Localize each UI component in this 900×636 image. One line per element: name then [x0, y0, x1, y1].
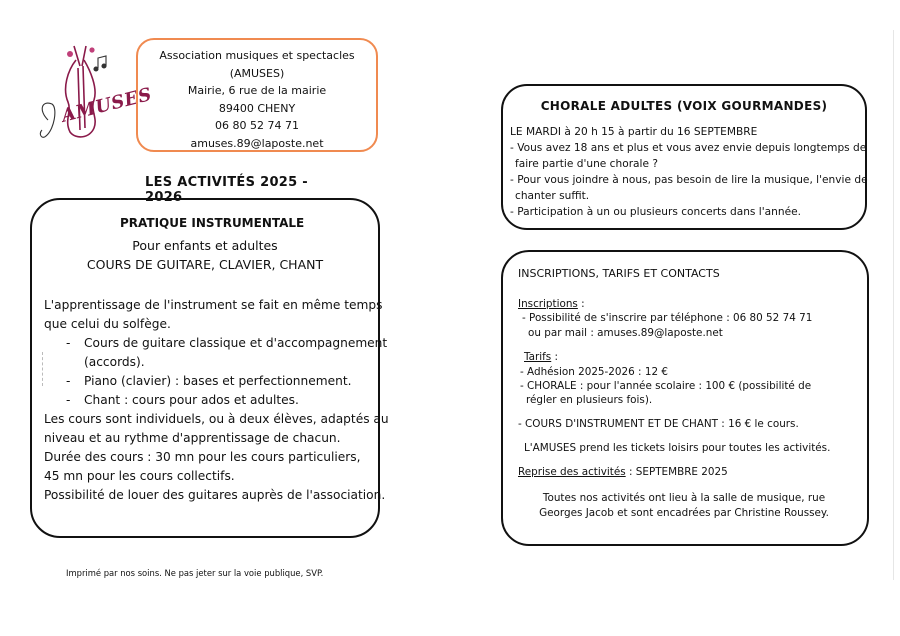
bullet-dash: - — [66, 374, 71, 388]
page-edge-divider — [893, 30, 894, 580]
contact-line: amuses.89@laposte.net — [190, 136, 324, 150]
chorale-line: - Participation à un ou plusieurs concerts dans l'année. — [510, 206, 801, 218]
bullet-dash: - — [66, 336, 71, 350]
contact-line: Association musiques et spectacles — [159, 49, 355, 62]
instrument-closing-line: niveau et au rythme d'apprentissage de chacun. — [44, 431, 341, 445]
venue-line: Toutes nos activités ont lieu à la salle de musique, rue — [542, 492, 826, 504]
logo-wordmark: AMUSES — [59, 83, 155, 127]
tarifs-label-row — [524, 349, 558, 365]
instrument-paragraph-line: que celui du solfège. — [44, 317, 171, 331]
contact-line: (AMUSES) — [229, 66, 285, 80]
activities-title: LES ACTIVITÉS 2025 - 2026 — [145, 175, 308, 205]
contact-line: 06 80 52 74 71 — [215, 119, 299, 132]
instrument-heading: PRATIQUE INSTRUMENTALE — [120, 216, 305, 230]
bullet-line: Chant : cours pour ados et adultes. — [84, 393, 299, 407]
margin-rule — [42, 352, 43, 386]
instrument-subtitle: Pour enfants et adultes — [132, 238, 278, 253]
chorale-line: - Vous avez 18 ans et plus et vous avez envie depuis longtemps de — [510, 142, 867, 154]
chorale-title: CHORALE ADULTES (VOIX GOURMANDES) — [540, 99, 828, 113]
contact-line: 89400 CHENY — [218, 101, 296, 115]
tarifs-line: régler en plusieurs fois). — [526, 394, 653, 406]
label-colon: : — [577, 298, 585, 310]
reprise-label: Reprise des activités — [518, 466, 626, 478]
instrument-paragraph-line: L'apprentissage de l'instrument se fait en même temps — [44, 298, 383, 312]
instrument-closing-line: Possibilité de louer des guitares auprès de l'association. — [44, 488, 386, 502]
instrument-closing-line: Durée des cours : 30 mn pour les cours particuliers, — [44, 450, 361, 464]
instrument-closing-line: Les cours sont individuels, ou à deux élèves, adaptés au — [44, 412, 389, 426]
tarifs-line: - CHORALE : pour l'année scolaire : 100 € (possibilité de — [520, 380, 812, 392]
bullet-line: Cours de guitare classique et d'accompagnement — [84, 336, 388, 350]
contact-box — [136, 38, 378, 152]
reprise-value: : SEPTEMBRE 2025 — [625, 466, 728, 478]
tarifs-label: Tarifs — [524, 351, 552, 363]
bullet-line: (accords). — [84, 355, 145, 369]
reprise-row — [518, 464, 728, 480]
contact-line: Mairie, 6 rue de la mairie — [187, 84, 327, 97]
inscriptions-line: - Possibilité de s'inscrire par téléphone : 06 80 52 74 71 — [522, 312, 813, 324]
inscriptions-line: ou par mail : amuses.89@laposte.net — [528, 327, 723, 339]
chorale-line: chanter suffit. — [515, 190, 590, 202]
chorale-line: faire partie d'une chorale ? — [515, 158, 658, 170]
instrument-subtitle: COURS DE GUITARE, CLAVIER, CHANT — [86, 257, 324, 272]
instrument-closing-line: 45 mn pour les cours collectifs. — [44, 469, 235, 483]
tarifs-line: - Adhésion 2025-2026 : 12 € — [520, 366, 668, 378]
bullet-line: Piano (clavier) : bases et perfectionnement. — [84, 374, 352, 388]
footer-note: Imprimé par nos soins. Ne pas jeter sur la voie publique, SVP. — [66, 568, 324, 578]
tickets-line: L'AMUSES prend les tickets loisirs pour toutes les activités. — [524, 442, 831, 454]
venue-line: Georges Jacob et sont encadrées par Christine Roussey. — [539, 507, 829, 519]
bullet-dash: - — [66, 393, 71, 407]
label-colon: : — [551, 351, 559, 363]
inscriptions-label: Inscriptions — [518, 298, 578, 310]
inscriptions-heading: INSCRIPTIONS, TARIFS ET CONTACTS — [518, 267, 720, 280]
chorale-line: LE MARDI à 20 h 15 à partir du 16 SEPTEMBRE — [510, 126, 758, 138]
chorale-line: - Pour vous joindre à nous, pas besoin de lire la musique, l'envie de — [510, 174, 868, 186]
cours-line: - COURS D'INSTRUMENT ET DE CHANT : 16 € le cours. — [518, 418, 799, 430]
